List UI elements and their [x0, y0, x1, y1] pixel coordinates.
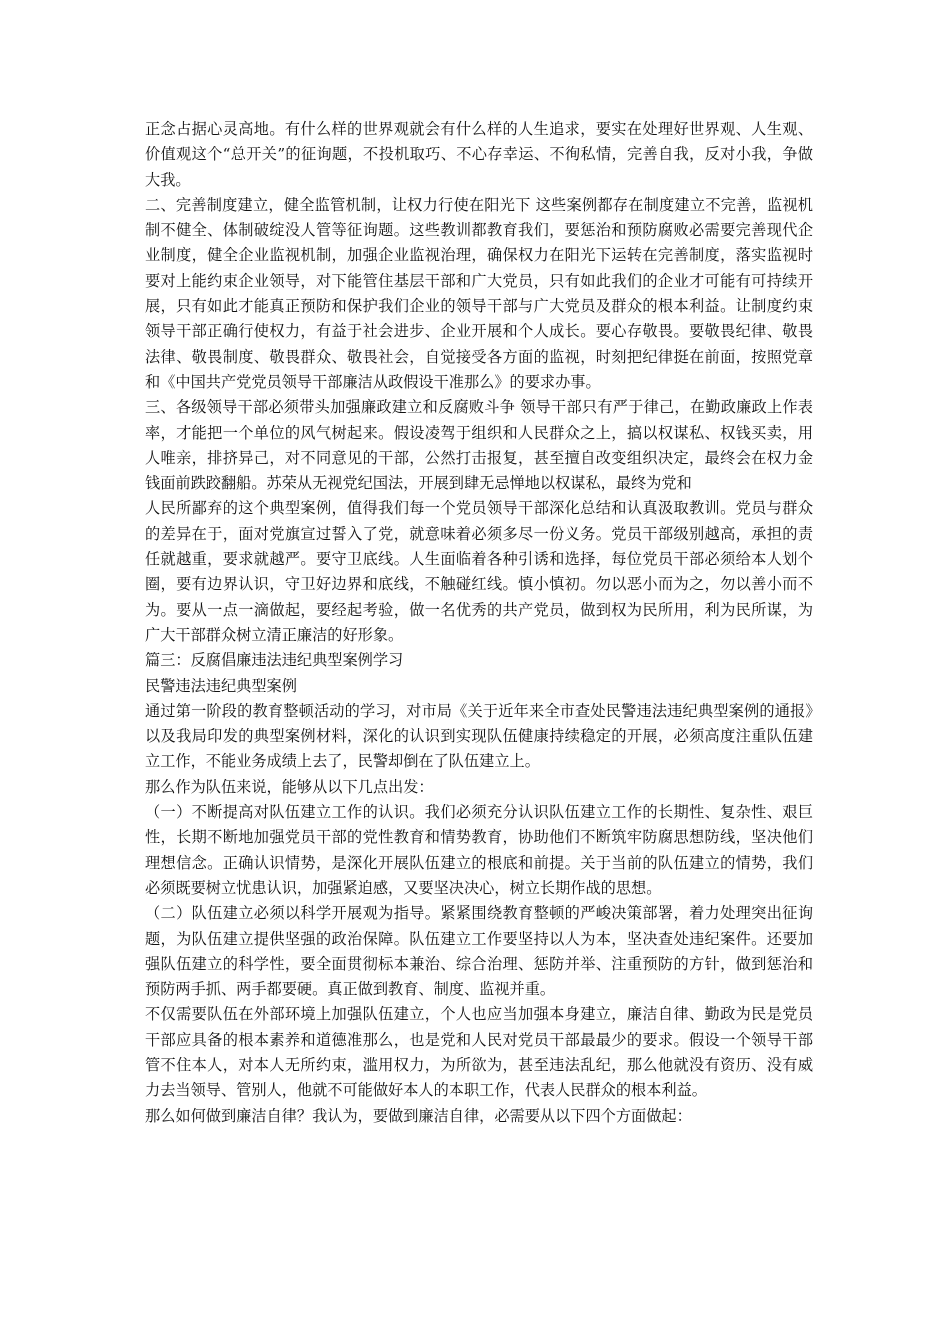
paragraph-section-3-leadership: 三、各级领导干部必须带头加强廉政建立和反腐败斗争 领导干部只有严于律己，在勤政廉政上作表率，才能把一个单位的风气树起来。假设凌驾于组织和人民群众之上，搞以权谋私、权钱买卖，用人唯亲，排挤异己，对不同意见的干部，公然打击报复，甚至擅自改变组织决定，最终会在权力金钱面前跌跤翻船。苏荣从无视党纪国法，开展到肆无忌惮地以权谋私，最终为党和 — [145, 398, 813, 493]
paragraph-how-to: 那么如何做到廉洁自律？我认为，要做到廉洁自律，必需要从以下四个方面做起： — [145, 1106, 692, 1125]
paragraph-section-2-system-building: 二、完善制度建立，健全监管机制，让权力行使在阳光下 这些案例都存在制度建立不完善，监视机制不健全、体制破绽没人管等征询题。这些教训都教育我们，要惩治和预防腐败必需要完善现代企业制度，健全企业监视机制，加强企业监视治理，确保权力在阳光下运转在完善制度，落实监视时要对上能约束企业领导，对下能管住基层干部和广大党员，只有如此我们的企业才可能有可持续开展，只有如此才能真正预防和保护我们企业的领导干部与广大党员及群众的根本利益。让制度约束领导干部正确行使权力，有益于社会进步、企业开展和个人成长。要心存敬畏。要敬畏纪律、敬畏法律、敬畏制度、敬畏群众、敬畏社会，自觉接受各方面的监视，时刻把纪律挺在前面，按照党章和《中国共产党党员领导干部廉洁从政假设干准那么》的要求办事。 — [145, 195, 813, 391]
paragraph-education-rectification: 通过第一阶段的教育整顿活动的学习，对市局《关于近年来全市查处民警违法违纪典型案例的通报》以及我局印发的典型案例材料，深化的认识到实现队伍健康持续稳定的开展，必须高度注重队伍建立工作，不能业务成绩上去了，民警却倒在了队伍建立上。 — [145, 701, 813, 771]
paragraph-point-2: （二）队伍建立必须以科学开展观为指导。紧紧围绕教育整顿的严峻决策部署，着力处理突出征询题，为队伍建立提供坚强的政治保障。队伍建立工作要坚持以人为本，坚决查处违纪案件。还要加强队伍建立的科学性，要全面贯彻标本兼治、综合治理、惩防并举、注重预防的方针，做到惩治和预防两手抓、两手都要硬。真正做到教育、制度、监视并重。 — [145, 904, 813, 999]
paragraph-party-members-duty: 人民所鄙弃的这个典型案例，值得我们每一个党员领导干部深化总结和认真汲取教训。党员与群众的差异在于，面对党旗宣过誓入了党，就意味着必须多尽一份义务。党员干部级别越高，承担的责任就越重，要求就越严。要守卫底线。人生面临着各种引诱和选择，每位党员干部必须给本人划个圈，要有边界认识，守卫好边界和底线，不触碰红线。慎小慎初。勿以恶小而为之，勿以善小而不为。要从一点一滴做起，要经起考验，做一名优秀的共产党员，做到权为民所用，利为民所谋，为广大干部群众树立清正廉洁的好形象。 — [145, 499, 813, 644]
section-heading: 民警违法违纪典型案例 — [145, 676, 297, 695]
paragraph-self-discipline: 不仅需要队伍在外部环境上加强队伍建立，个人也应当加强本身建立，廉洁自律、勤政为民是党员干部应具备的根本素养和道德准那么，也是党和人民对党员干部最最少的要求。假设一个领导干部管不住本人，对本人无所约束，滥用权力，为所欲为，甚至违法乱纪，那么他就没有资历、没有威力去当领导、管别人，他就不可能做好本人的本职工作，代表人民群众的根本利益。 — [145, 1005, 813, 1100]
paragraph-point-1: （一）不断提高对队伍建立工作的认识。我们必须充分认识队伍建立工作的长期性、复杂性、艰巨性，长期不断地加强党员干部的党性教育和情势教育，协助他们不断筑牢防腐思想防线，坚决他们理想信念。正确认识情势，是深化开展队伍建立的根底和前提。关于当前的队伍建立的情势，我们必须既要树立忧患认识，加强紧迫感，又要坚决决心，树立长期作战的思想。 — [145, 803, 813, 897]
chapter-heading: 篇三：反腐倡廉违法违纪典型案例学习 — [145, 651, 404, 670]
paragraph-starting-points: 那么作为队伍来说，能够从以下几点出发： — [145, 777, 434, 796]
paragraph-worldview: 正念占据心灵高地。有什么样的世界观就会有什么样的人生追求，要实在处理好世界观、人生观、价值观这个“总开关”的征询题，不投机取巧、不心存幸运、不徇私情，完善自我，反对小我，争做大我。 — [145, 120, 813, 189]
document-body — [145, 117, 813, 1129]
